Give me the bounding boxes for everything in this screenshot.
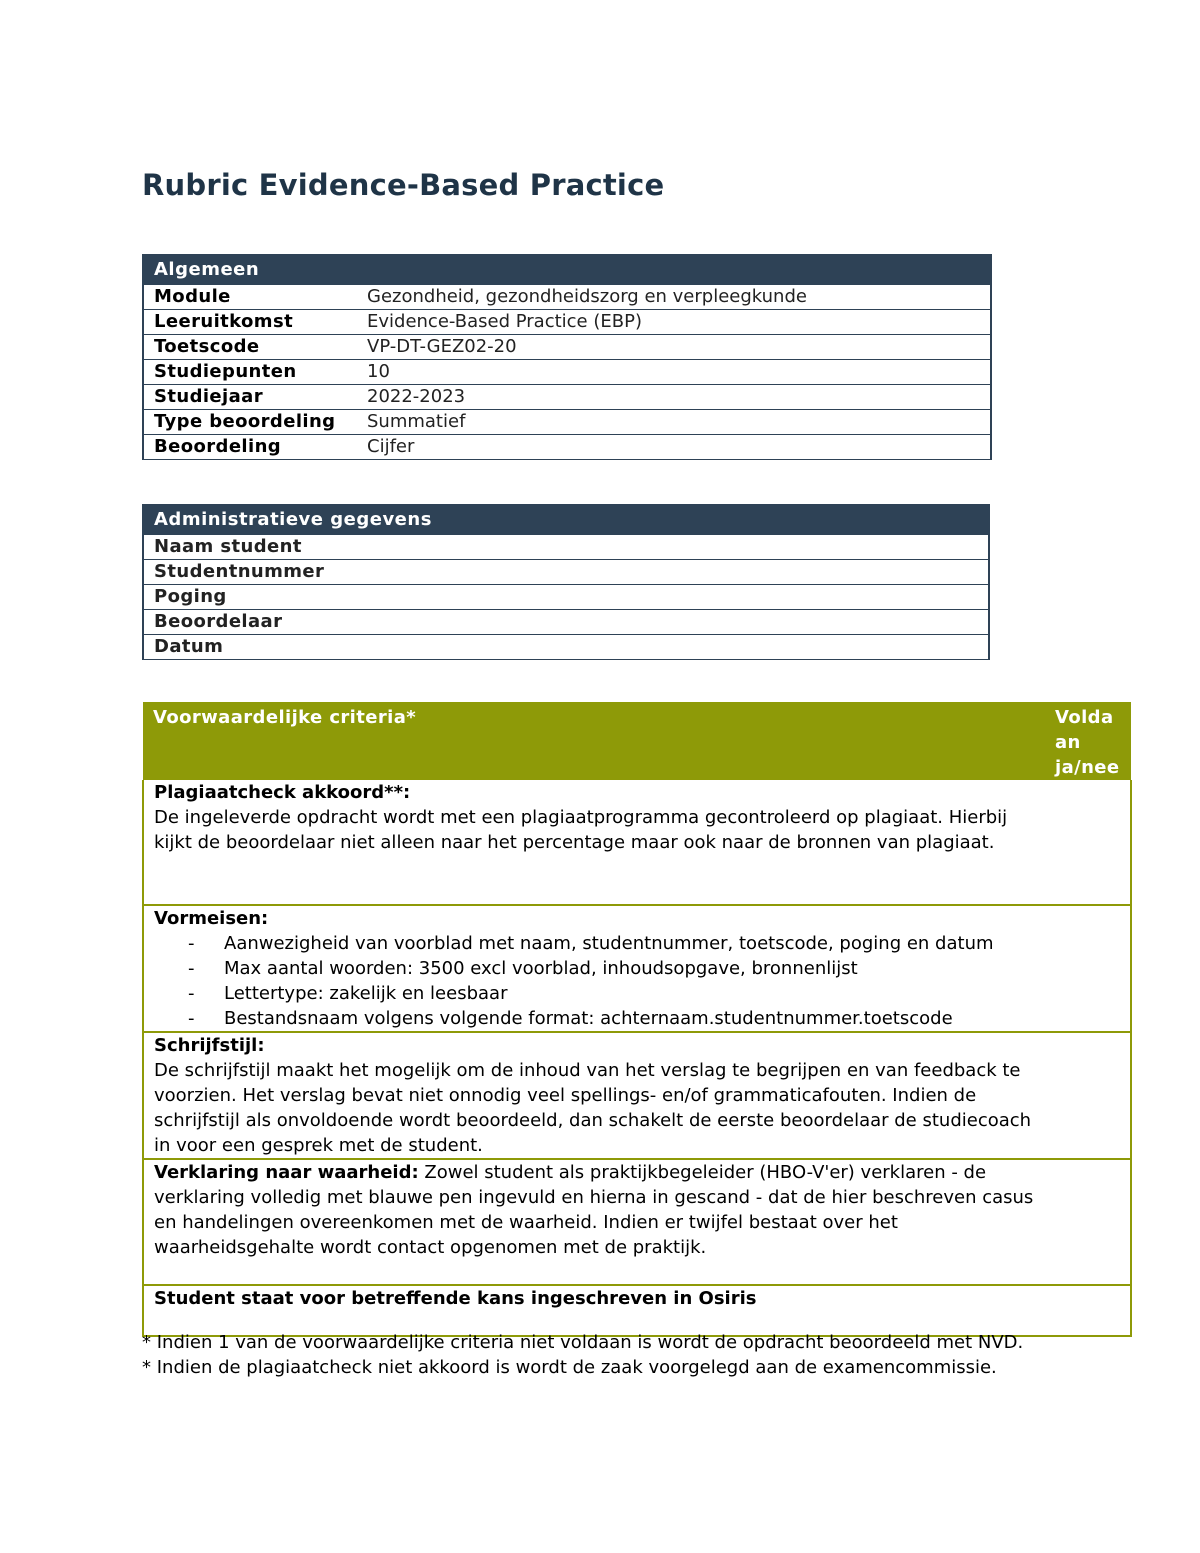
row-value-type-beoordeling: Summatief	[357, 410, 991, 435]
voldaan-cell[interactable]	[1045, 905, 1131, 1032]
row-value-studiejaar: 2022-2023	[357, 385, 991, 410]
table-row	[143, 610, 989, 635]
table-row	[143, 585, 989, 610]
row-label-studiejaar: Studiejaar	[143, 385, 357, 410]
criteria-header: Voorwaardelijke criteria*	[143, 702, 1045, 780]
page-title: Rubric Evidence-Based Practice	[142, 168, 665, 202]
table-row	[143, 1159, 1131, 1285]
row-label-leeruitkomst: Leeruitkomst	[143, 310, 357, 335]
admin-header: Administratieve gegevens	[143, 505, 989, 534]
table-row	[143, 534, 989, 560]
row-label-studiepunten: Studiepunten	[143, 360, 357, 385]
row-value-beoordeling: Cijfer	[357, 435, 991, 460]
admin-beoordelaar: Beoordelaar	[143, 610, 989, 635]
schrijfstijl-text: De schrijfstijl maakt het mogelijk om de inhoud van het verslag te begrijpen en van feedback te voorzien. Het verslag bevat niet onnodig veel spellings- en/of grammaticafouten. Indien de schrijfstijl als onvoldoende wordt beoordeeld, dan schakelt de eerste beoordelaar de studiecoach in voor een gesprek met de student.	[154, 1060, 1032, 1156]
criterium-schrijfstijl	[143, 1032, 1045, 1159]
admin-datum: Datum	[143, 635, 989, 660]
vormeisen-label: Vormeisen:	[154, 908, 269, 929]
verklaring-text: Zowel student als praktijkbegeleider (HBO-V'er) verklaren - de verklaring volledig met blauwe pen ingevuld en hierna in gescand - dat de hier beschreven casus en handelingen overeenkomen met de waarheid. Indien er twijfel bestaat over het waarheidsgehalte wordt contact opgenomen met de praktijk.	[154, 1162, 1034, 1258]
voldaan-header: Volda an ja/nee	[1045, 702, 1131, 780]
admin-naam-student: Naam student	[143, 534, 989, 560]
row-value-studiepunten: 10	[357, 360, 991, 385]
algemeen-table	[142, 254, 992, 460]
table-row	[143, 335, 991, 360]
table-row	[143, 1285, 1131, 1336]
admin-poging: Poging	[143, 585, 989, 610]
row-label-type-beoordeling: Type beoordeling	[143, 410, 357, 435]
row-value-leeruitkomst: Evidence-Based Practice (EBP)	[357, 310, 991, 335]
osiris-label: Student staat voor betreffende kans ingeschreven in Osiris	[154, 1288, 757, 1309]
row-label-module: Module	[143, 284, 357, 310]
table-row	[143, 780, 1131, 905]
table-row	[143, 905, 1131, 1032]
vormeisen-list	[154, 931, 1037, 1031]
voldaan-cell[interactable]	[1045, 1159, 1131, 1285]
plagiaat-label: Plagiaatcheck akkoord**:	[154, 782, 411, 803]
row-value-module: Gezondheid, gezondheidszorg en verpleegkunde	[357, 284, 991, 310]
criteria-table	[142, 702, 1132, 1337]
table-row	[143, 560, 989, 585]
algemeen-header: Algemeen	[143, 255, 991, 284]
footnotes	[142, 1330, 1062, 1380]
criterium-verklaring	[143, 1159, 1045, 1285]
table-row	[143, 635, 989, 660]
voldaan-cell[interactable]	[1045, 1285, 1131, 1336]
footnote-2: * Indien de plagiaatcheck niet akkoord is wordt de zaak voorgelegd aan de examencommissie.	[142, 1357, 997, 1378]
schrijfstijl-label: Schrijfstijl:	[154, 1035, 265, 1056]
table-row	[143, 1032, 1131, 1159]
list-item: - Lettertype: zakelijk en leesbaar	[188, 981, 1037, 1006]
row-label-beoordeling: Beoordeling	[143, 435, 357, 460]
list-item: - Bestandsnaam volgens volgende format: achternaam.studentnummer.toetscode	[188, 1006, 1037, 1031]
voldaan-cell[interactable]	[1045, 780, 1131, 905]
table-row	[143, 435, 991, 460]
row-value-toetscode: VP-DT-GEZ02-20	[357, 335, 991, 360]
verklaring-label: Verklaring naar waarheid:	[154, 1162, 419, 1183]
criterium-plagiaat	[143, 780, 1045, 905]
criterium-osiris	[143, 1285, 1045, 1336]
voldaan-cell[interactable]	[1045, 1032, 1131, 1159]
row-label-toetscode: Toetscode	[143, 335, 357, 360]
plagiaat-text: De ingeleverde opdracht wordt met een plagiaatprogramma gecontroleerd op plagiaat. Hierbij kijkt de beoordelaar niet alleen naar het percentage maar ook naar de bronnen van plagiaat.	[154, 807, 1008, 853]
list-item: - Aanwezigheid van voorblad met naam, studentnummer, toetscode, poging en datum	[188, 931, 1037, 956]
table-row	[143, 385, 991, 410]
footnote-1: * Indien 1 van de voorwaardelijke criteria niet voldaan is wordt de opdracht beoordeeld met NVD.	[142, 1332, 1024, 1353]
table-row	[143, 310, 991, 335]
admin-studentnummer: Studentnummer	[143, 560, 989, 585]
admin-table	[142, 504, 990, 660]
table-row	[143, 360, 991, 385]
criterium-vormeisen	[143, 905, 1045, 1032]
table-row	[143, 410, 991, 435]
list-item: - Max aantal woorden: 3500 excl voorblad, inhoudsopgave, bronnenlijst	[188, 956, 1037, 981]
table-row	[143, 284, 991, 310]
